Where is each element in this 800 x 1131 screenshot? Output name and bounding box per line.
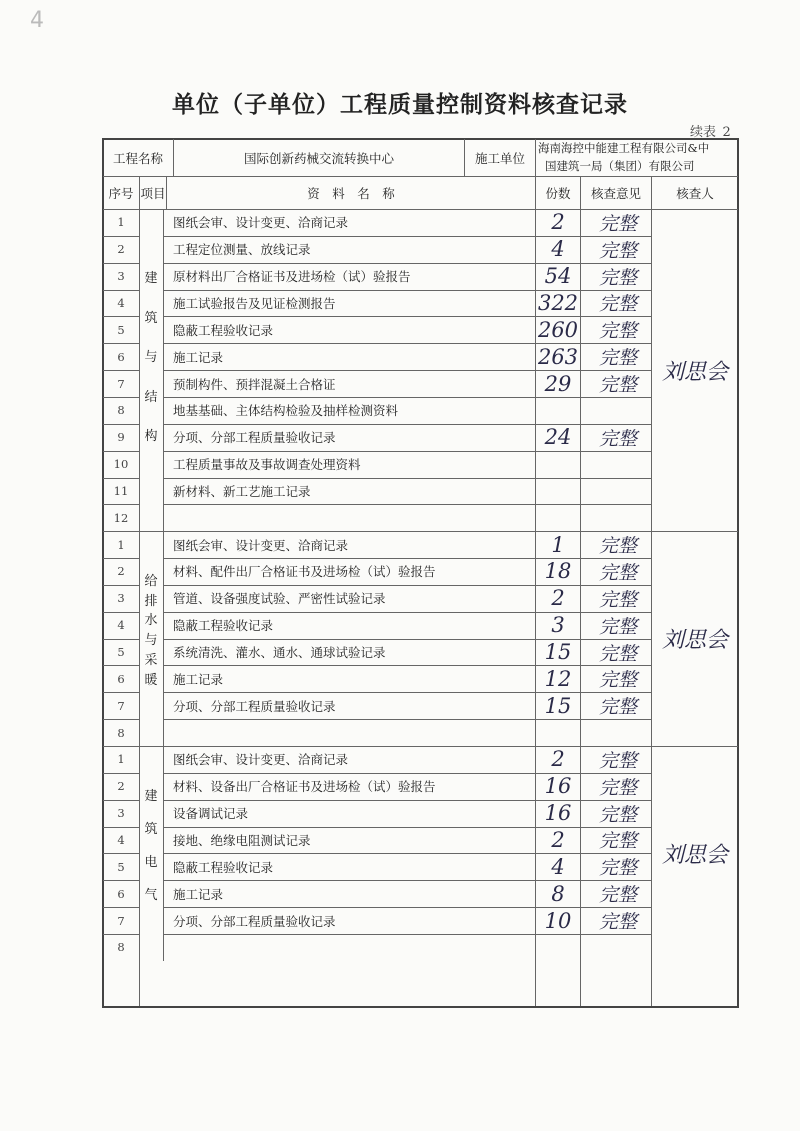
document-name: 设备调试记录 bbox=[173, 806, 249, 822]
document-name: 施工试验报告及见证检测报告 bbox=[173, 295, 336, 311]
contractor-label: 施工单位 bbox=[474, 151, 525, 166]
row-number: 7 bbox=[117, 913, 125, 928]
document-name: 预制构件、预拌混凝土合格证 bbox=[173, 376, 336, 392]
copy-count: 8 bbox=[551, 881, 565, 906]
copy-count: 15 bbox=[544, 640, 572, 665]
document-name: 接地、绝缘电阻测试记录 bbox=[173, 832, 311, 848]
row-number: 4 bbox=[117, 295, 125, 310]
row-number: 3 bbox=[117, 806, 125, 821]
copy-count bbox=[536, 451, 580, 478]
document-name: 隐蔽工程验收记录 bbox=[173, 618, 274, 634]
row-number: 7 bbox=[117, 376, 125, 391]
document-name: 施工记录 bbox=[173, 671, 224, 687]
column-divider bbox=[651, 176, 652, 1006]
check-opinion: 完整 bbox=[598, 347, 637, 370]
category-char: 水 bbox=[144, 613, 158, 629]
row-divider bbox=[103, 176, 738, 177]
contractor-name-line2: 国建筑一局（集团）有限公司 bbox=[545, 159, 695, 173]
copy-count bbox=[536, 504, 580, 531]
col-header-reviewer: 核查人 bbox=[676, 186, 714, 201]
check-opinion: 完整 bbox=[598, 427, 637, 450]
copy-count bbox=[536, 478, 580, 505]
document-name: 分项、分部工程质量验收记录 bbox=[173, 698, 336, 714]
check-opinion: 完整 bbox=[598, 642, 637, 665]
check-opinion: 完整 bbox=[598, 320, 637, 343]
category-label bbox=[140, 570, 162, 688]
row-number: 8 bbox=[117, 403, 125, 418]
row-number: 6 bbox=[117, 886, 125, 901]
category-label bbox=[140, 267, 162, 444]
document-name: 原材料出厂合格证书及进场检（试）验报告 bbox=[173, 269, 411, 285]
category-char: 暖 bbox=[144, 672, 158, 688]
row-number: 8 bbox=[117, 725, 125, 740]
copy-count: 260 bbox=[537, 317, 579, 342]
document-name: 隐蔽工程验收记录 bbox=[173, 859, 274, 875]
col-header-item: 项目 bbox=[140, 186, 166, 201]
row-number: 4 bbox=[117, 832, 125, 847]
row-number: 1 bbox=[117, 537, 125, 552]
category-char: 与 bbox=[144, 350, 158, 366]
project-name-value: 国际创新药械交流转换中心 bbox=[243, 151, 394, 166]
row-number: 2 bbox=[117, 779, 125, 794]
check-opinion bbox=[585, 478, 651, 505]
check-opinion: 完整 bbox=[598, 212, 637, 235]
copy-count: 3 bbox=[551, 613, 565, 638]
check-opinion: 完整 bbox=[598, 911, 637, 934]
column-divider bbox=[166, 176, 167, 209]
check-opinion: 完整 bbox=[598, 803, 637, 826]
check-opinion: 完整 bbox=[598, 884, 637, 907]
copy-count: 2 bbox=[551, 747, 565, 772]
check-opinion: 完整 bbox=[598, 374, 637, 397]
document-name: 地基基础、主体结构检验及抽样检测资料 bbox=[173, 403, 399, 419]
column-divider bbox=[464, 139, 465, 176]
row-number: 4 bbox=[117, 618, 125, 633]
row-number: 6 bbox=[117, 349, 125, 364]
check-opinion bbox=[585, 451, 651, 478]
row-number: 2 bbox=[117, 564, 125, 579]
category-char: 筑 bbox=[144, 310, 158, 326]
check-opinion: 完整 bbox=[598, 239, 637, 262]
copy-count: 2 bbox=[551, 210, 565, 235]
row-number: 8 bbox=[117, 940, 125, 955]
check-opinion: 完整 bbox=[598, 615, 637, 638]
copy-count: 2 bbox=[551, 827, 565, 852]
category-char: 构 bbox=[144, 429, 158, 445]
check-opinion: 完整 bbox=[598, 749, 637, 772]
check-opinion: 完整 bbox=[598, 588, 637, 611]
row-number: 10 bbox=[113, 457, 129, 472]
row-number: 11 bbox=[113, 483, 129, 498]
row-number: 6 bbox=[117, 671, 125, 686]
row-number: 3 bbox=[117, 269, 125, 284]
row-number: 7 bbox=[117, 698, 125, 713]
category-char: 采 bbox=[144, 653, 158, 669]
col-header-count: 份数 bbox=[545, 186, 571, 201]
document-name: 图纸会审、设计变更、洽商记录 bbox=[173, 215, 349, 231]
col-header-opinion: 核查意见 bbox=[590, 186, 641, 201]
category-char: 结 bbox=[144, 389, 158, 405]
corner-pen-mark: 4 bbox=[30, 8, 44, 33]
form-number: 续表_2 bbox=[690, 125, 731, 140]
check-opinion bbox=[585, 504, 651, 531]
copy-count: 29 bbox=[544, 371, 572, 396]
category-char: 建 bbox=[144, 270, 158, 286]
document-name: 系统清洗、灌水、通水、通球试验记录 bbox=[173, 645, 386, 661]
document-name: 材料、设备出厂合格证书及进场检（试）验报告 bbox=[173, 779, 436, 795]
document-name: 材料、配件出厂合格证书及进场检（试）验报告 bbox=[173, 564, 436, 580]
document-name: 图纸会审、设计变更、洽商记录 bbox=[173, 752, 349, 768]
document-name: 工程定位测量、放线记录 bbox=[173, 242, 311, 258]
copy-count: 54 bbox=[544, 264, 572, 289]
row-number: 12 bbox=[113, 510, 129, 525]
column-divider bbox=[580, 176, 581, 1006]
column-divider bbox=[535, 139, 536, 176]
check-opinion: 完整 bbox=[598, 669, 637, 692]
reviewer-signature: 刘思会 bbox=[661, 359, 728, 385]
copy-count: 322 bbox=[537, 290, 579, 315]
check-opinion: 完整 bbox=[598, 266, 637, 289]
check-opinion: 完整 bbox=[598, 857, 637, 880]
row-number: 5 bbox=[117, 859, 125, 874]
contractor-name-line1: 海南海控中能建工程有限公司&中 bbox=[538, 141, 710, 155]
copy-count bbox=[536, 397, 580, 424]
document-name: 分项、分部工程质量验收记录 bbox=[173, 430, 336, 446]
document-name: 图纸会审、设计变更、洽商记录 bbox=[173, 537, 349, 553]
check-opinion: 完整 bbox=[598, 293, 637, 316]
copy-count: 18 bbox=[544, 559, 572, 584]
check-opinion: 完整 bbox=[598, 830, 637, 853]
row-number: 9 bbox=[117, 430, 125, 445]
row-number: 3 bbox=[117, 591, 125, 606]
copy-count: 2 bbox=[551, 586, 565, 611]
copy-count: 263 bbox=[537, 344, 579, 369]
copy-count: 4 bbox=[551, 237, 565, 262]
check-opinion bbox=[585, 719, 651, 746]
category-char: 筑 bbox=[144, 821, 158, 837]
check-opinion: 完整 bbox=[598, 561, 637, 584]
category-char: 给 bbox=[144, 573, 158, 589]
reviewer-signature: 刘思会 bbox=[661, 842, 728, 868]
document-name: 分项、分部工程质量验收记录 bbox=[173, 913, 336, 929]
copy-count: 16 bbox=[544, 801, 572, 826]
category-char: 与 bbox=[144, 633, 158, 649]
project-label: 工程名称 bbox=[112, 151, 163, 166]
page-title: 单位（子单位）工程质量控制资料核查记录 bbox=[172, 92, 628, 118]
document-name: 施工记录 bbox=[173, 349, 224, 365]
category-char: 电 bbox=[144, 854, 158, 870]
row-number: 1 bbox=[117, 215, 125, 230]
col-header-no: 序号 bbox=[108, 186, 134, 201]
copy-count: 10 bbox=[544, 908, 572, 933]
document-name: 隐蔽工程验收记录 bbox=[173, 322, 274, 338]
document-name: 工程质量事故及事故调查处理资料 bbox=[173, 457, 361, 473]
copy-count: 1 bbox=[551, 532, 565, 557]
row-number: 5 bbox=[117, 645, 125, 660]
category-char: 建 bbox=[144, 788, 158, 804]
column-divider bbox=[173, 139, 174, 176]
document-name: 施工记录 bbox=[173, 886, 224, 902]
copy-count bbox=[536, 934, 580, 961]
copy-count: 15 bbox=[544, 693, 572, 718]
document-name: 管道、设备强度试验、严密性试验记录 bbox=[173, 591, 386, 607]
copy-count: 16 bbox=[544, 774, 572, 799]
copy-count: 12 bbox=[544, 666, 572, 691]
check-opinion: 完整 bbox=[598, 776, 637, 799]
category-char: 排 bbox=[144, 593, 158, 609]
col-header-name: 资 料 名 称 bbox=[307, 186, 395, 201]
document-name: 新材料、新工艺施工记录 bbox=[173, 483, 311, 499]
check-opinion: 完整 bbox=[598, 535, 637, 558]
check-opinion bbox=[585, 934, 651, 961]
row-number: 2 bbox=[117, 242, 125, 257]
copy-count: 4 bbox=[551, 854, 565, 879]
category-label bbox=[140, 785, 162, 903]
copy-count: 24 bbox=[544, 425, 572, 450]
category-char: 气 bbox=[144, 887, 158, 903]
row-number: 1 bbox=[117, 752, 125, 767]
copy-count bbox=[536, 719, 580, 746]
reviewer-signature: 刘思会 bbox=[661, 628, 728, 654]
row-number: 5 bbox=[117, 322, 125, 337]
check-opinion: 完整 bbox=[598, 696, 637, 719]
check-opinion bbox=[585, 397, 651, 424]
